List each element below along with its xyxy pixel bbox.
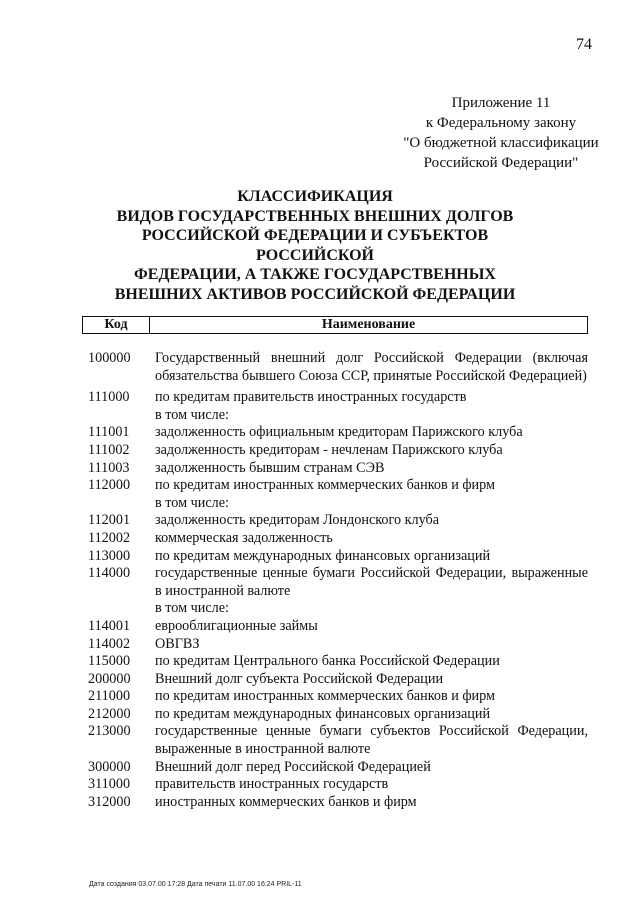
row-name: по кредитам международных финансовых организаций [155,705,491,722]
row-code: 115000 [88,653,131,670]
row-code: 213000 [88,723,131,740]
title-line: РОССИЙСКОЙ ФЕДЕРАЦИИ И СУБЪЕКТОВ РОССИЙСКОЙ [141,227,489,264]
table-row [88,548,588,566]
table-row [88,350,588,385]
row-name: ОВГВЗ [155,635,200,652]
row-name: по кредитам иностранных коммерческих банков и фирм в том числе: [155,477,495,511]
row-name: задолженность официальным кредиторам Парижского клуба [155,424,523,441]
header-name: Наименование [321,317,416,332]
table-row [88,759,588,777]
row-name: иностранных коммерческих банков и фирм [155,793,417,810]
row-name: коммерческая задолженность [155,529,333,546]
appendix-line: к Федеральному закону [425,115,577,131]
row-name: еврооблигационные займы [155,617,318,634]
table-row [88,618,588,636]
row-code: 100000 [88,350,131,366]
table-row [88,688,588,706]
row-name: Внешний долг перед Российской Федерацией [155,758,431,775]
row-code: 111003 [88,459,130,476]
row-code: 212000 [88,705,131,722]
row-name: правительств иностранных государств [155,776,389,793]
table-row [88,424,588,442]
table-row [88,565,588,618]
row-code: 113000 [88,547,131,564]
row-name: государственные ценные бумаги Российской Федерации, выраженные в иностранной валюте в том числе: [155,565,588,617]
table-row [88,671,588,689]
table-row [88,636,588,654]
row-name: по кредитам иностранных коммерческих банков и фирм [155,688,495,705]
appendix-line: "О бюджетной классификации [403,135,599,151]
row-code: 111002 [88,441,130,458]
table-row [88,653,588,671]
row-code: 311000 [88,776,131,793]
table-row [88,442,588,460]
row-code: 114001 [88,617,131,634]
table-row [88,389,588,424]
row-name: Внешний долг субъекта Российской Федерации [155,670,444,687]
row-code: 112001 [88,512,131,529]
title-line: ВНЕШНИХ АКТИВОВ РОССИЙСКОЙ ФЕДЕРАЦИИ [114,285,516,303]
row-name: государственные ценные бумаги субъектов Российской Федерации, выраженные в иностранной валюте [155,723,588,758]
title-line: ФЕДЕРАЦИИ, А ТАКЖЕ ГОСУДАРСТВЕННЫХ [134,266,496,283]
row-name: по кредитам правительств иностранных государств в том числе: [155,389,467,423]
row-name: Государственный внешний долг Российской Федерации (включая обязательства бывшего Союза ССР, принятые Российской Федерацией) [155,350,588,384]
table-header [82,316,588,334]
table-row [88,530,588,548]
row-code: 111000 [88,389,130,406]
appendix-reference [394,93,608,173]
row-code: 111001 [88,424,130,441]
appendix-line: Приложение 11 [451,95,551,111]
row-code: 300000 [88,758,131,775]
row-code: 112002 [88,529,131,546]
page-number: 74 [576,36,592,53]
document-title [100,187,530,304]
row-code: 114002 [88,635,131,652]
title-line: КЛАССИФИКАЦИЯ [237,188,393,205]
table-row [88,512,588,530]
row-name: задолженность бывшим странам СЭВ [155,459,385,476]
print-footer: Дата создания 03.07.00 17:28 Дата печати 11.07.00 16:24 PRIL-11 [89,881,302,888]
appendix-line: Российской Федерации" [423,155,579,171]
table-row [88,723,588,758]
row-code: 312000 [88,793,131,810]
row-code: 112000 [88,477,131,494]
title-line: ВИДОВ ГОСУДАРСТВЕННЫХ ВНЕШНИХ ДОЛГОВ [116,207,514,225]
row-name: по кредитам международных финансовых организаций [155,547,491,564]
row-code: 114000 [88,565,131,582]
header-code: Код [83,317,150,333]
row-name: задолженность кредиторам Лондонского клуба [155,512,440,529]
table-row [88,460,588,478]
row-name: по кредитам Центрального банка Российской Федерации [155,653,500,670]
row-code: 211000 [88,688,131,705]
table-row [88,706,588,724]
row-code: 200000 [88,670,131,687]
classification-table [88,350,588,811]
row-name: задолженность кредиторам - нечленам Парижского клуба [155,441,503,458]
table-row [88,477,588,512]
table-row [88,776,588,794]
table-row [88,794,588,812]
